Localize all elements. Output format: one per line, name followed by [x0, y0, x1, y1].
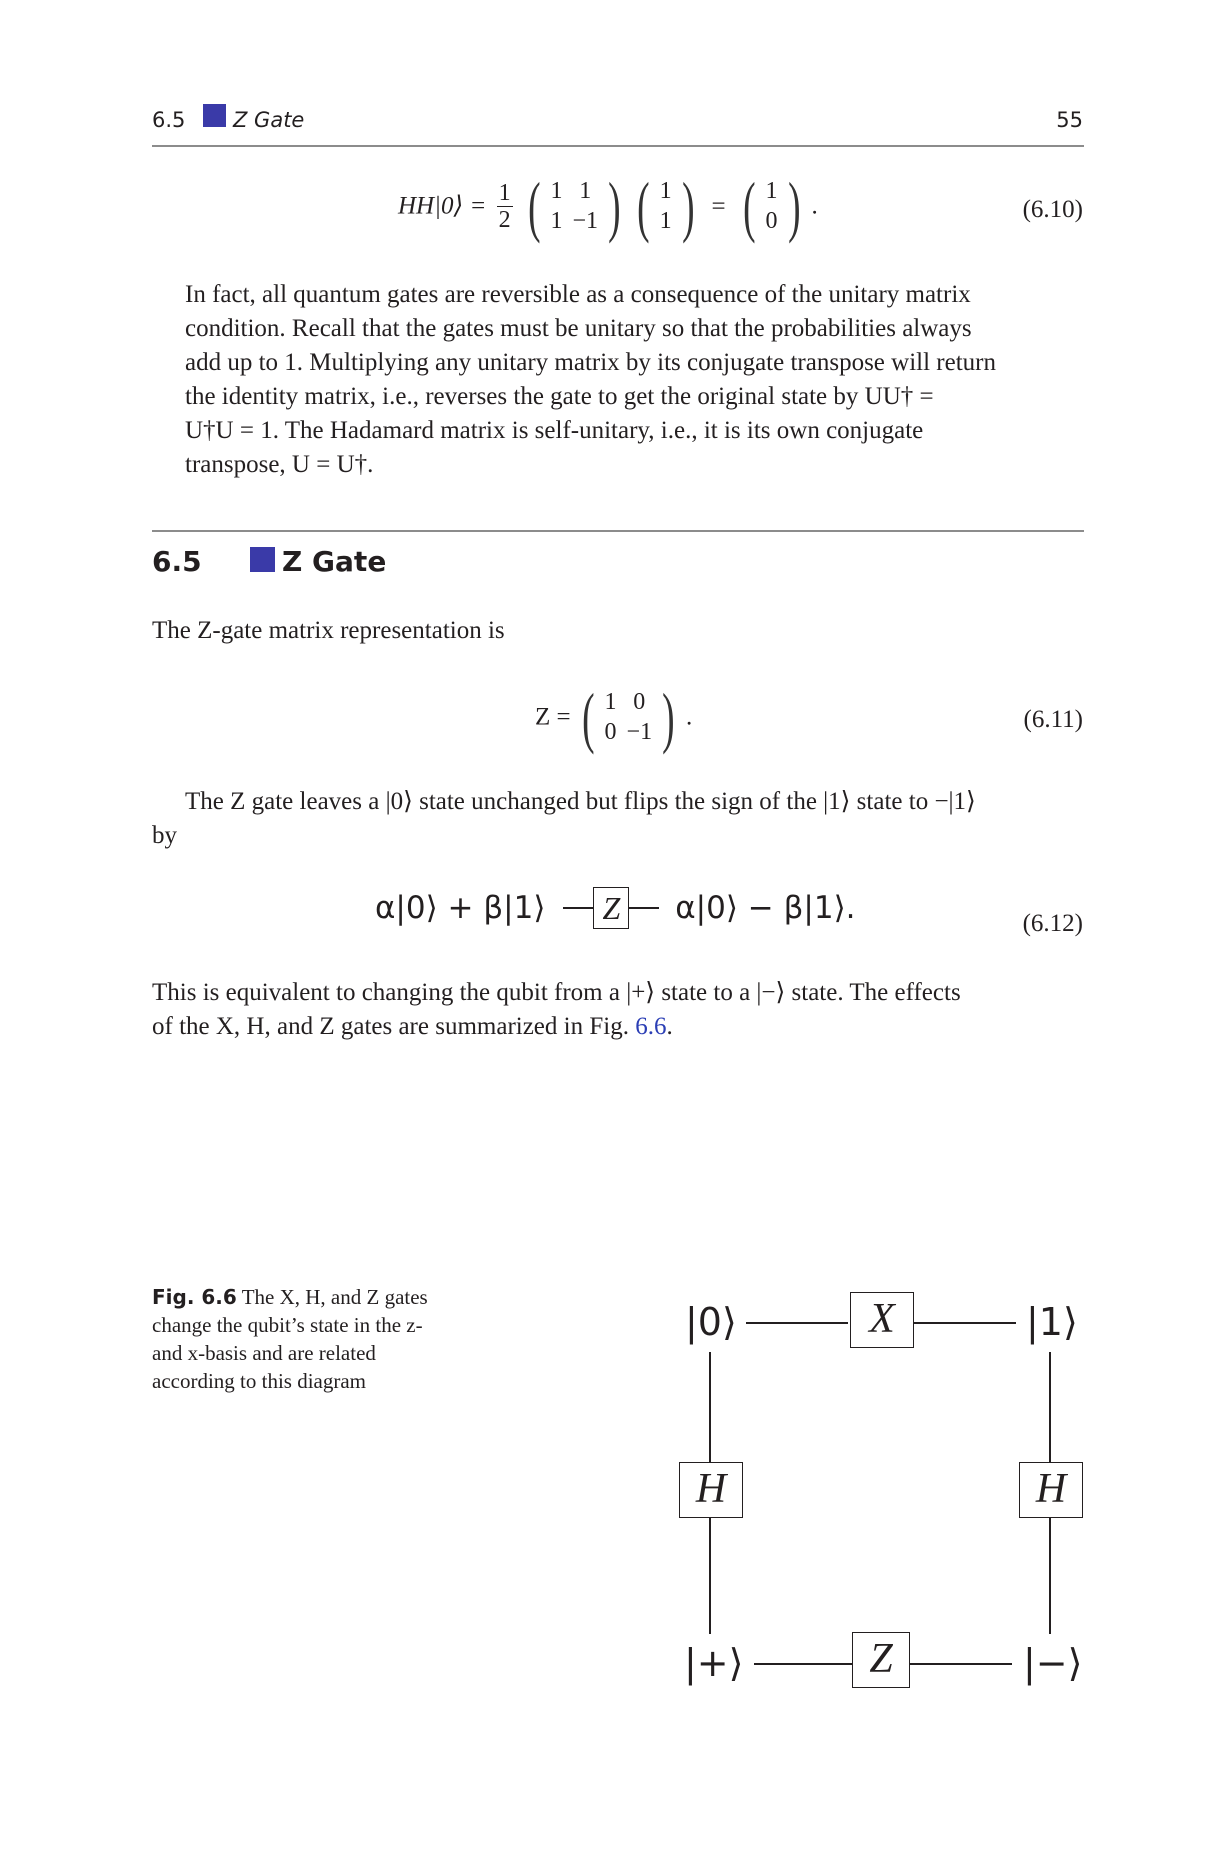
text-line: transpose, U = U†.	[185, 451, 374, 478]
figure-reference-link[interactable]: 6.6	[635, 1013, 667, 1040]
x-gate-box: X	[850, 1292, 914, 1348]
z-gate-box: Z	[593, 887, 629, 929]
caption-label: Fig. 6.6	[152, 1285, 237, 1309]
equation-6-10	[398, 168, 818, 244]
section-heading-square	[250, 547, 275, 572]
equation-period: .	[685, 703, 693, 731]
paragraph-z-effect	[152, 785, 1084, 853]
diagram-line	[746, 1322, 848, 1324]
vector-cell: 0	[765, 208, 778, 234]
state-ket-plus: |+⟩	[684, 1641, 744, 1685]
caption-text: The X, H, and Z gates change the qubit’s state in the z- and x-basis and are related according to this diagram	[152, 1285, 428, 1393]
text-line: This is equivalent to changing the qubit from a |+⟩ state to a |−⟩ state. The effects	[152, 979, 961, 1006]
matrix-cell: 0	[633, 689, 646, 715]
paragraph-summary	[152, 976, 1084, 1044]
matrix-cell: 1	[550, 208, 563, 234]
equation-number-6-11: (6.11)	[1023, 706, 1083, 733]
text-line: condition. Recall that the gates must be unitary so that the probabilities always	[185, 315, 972, 342]
matrix-cell: 0	[604, 719, 617, 745]
eq-6-10-fraction	[497, 180, 513, 233]
eq-6-11-lhs: Z =	[535, 703, 571, 731]
vector-cell: 1	[659, 208, 672, 234]
section-number: 6.5	[152, 545, 202, 578]
text-line: by	[152, 822, 177, 849]
running-header-section-number: 6.5	[152, 108, 186, 132]
diagram-line	[754, 1663, 852, 1665]
section-title: Z Gate	[282, 545, 387, 578]
equation-number-6-12: (6.12)	[1022, 910, 1083, 937]
diagram-line	[1049, 1518, 1051, 1634]
circuit-wire	[629, 907, 659, 909]
equation-period: .	[811, 192, 818, 220]
running-header-title: Z Gate	[233, 108, 305, 132]
state-ket-minus: |−⟩	[1023, 1641, 1083, 1685]
diagram-line	[709, 1352, 711, 1462]
z-gate-box-diagram: Z	[852, 1632, 910, 1688]
diagram-line	[914, 1322, 1016, 1324]
text-span: .	[666, 1013, 673, 1040]
text-line: In fact, all quantum gates are reversible as a consequence of the unitary matrix	[185, 281, 971, 308]
paragraph-z-matrix-intro: The Z-gate matrix representation is	[152, 617, 505, 644]
text-line	[152, 1010, 1084, 1044]
h-gate-box-right: H	[1019, 1462, 1083, 1518]
equation-6-11	[535, 679, 693, 755]
figure-caption	[152, 1283, 437, 1395]
diagram-line	[910, 1663, 1012, 1665]
equation-number-6-10: (6.10)	[1022, 196, 1083, 223]
text-line: The Z gate leaves a |0⟩ state unchanged but flips the sign of the |1⟩ state to −|1⟩	[185, 788, 976, 815]
equation-6-12-circuit	[375, 887, 856, 929]
z-matrix: ( 1 0 0 −1 )	[581, 679, 675, 755]
matrix-cell: 1	[604, 689, 617, 715]
header-rule	[152, 145, 1084, 147]
matrix-cell: −1	[572, 208, 599, 234]
state-ket-0: |0⟩	[685, 1300, 737, 1344]
diagram-line	[709, 1518, 711, 1634]
eq-6-10-lhs: HH|0⟩ =	[398, 192, 487, 220]
vector-cell: 1	[765, 178, 778, 204]
gate-relation-diagram	[660, 1270, 1100, 1710]
paragraph-reversibility	[185, 278, 1084, 482]
circuit-input-state: α|0⟩ + β|1⟩	[375, 890, 546, 926]
matrix-cell: −1	[626, 719, 653, 745]
vector-1: ( 1 1 )	[637, 168, 695, 244]
fraction-denominator: 2	[498, 206, 511, 233]
section-rule	[152, 530, 1084, 532]
state-ket-1: |1⟩	[1026, 1300, 1078, 1344]
matrix-cell: 1	[579, 178, 592, 204]
equals-sign: =	[711, 192, 726, 220]
text-line: the identity matrix, i.e., reverses the gate to get the original state by UU† =	[185, 383, 934, 410]
text-span: of the X, H, and Z gates are summarized in Fig.	[152, 1013, 636, 1040]
h-gate-box-left: H	[679, 1462, 743, 1518]
circuit-output-state: α|0⟩ − β|1⟩.	[675, 890, 856, 926]
text-line: U†U = 1. The Hadamard matrix is self-unitary, i.e., it is its own conjugate	[185, 417, 924, 444]
fraction-numerator: 1	[498, 179, 511, 206]
circuit-wire	[563, 907, 593, 909]
diagram-line	[1049, 1352, 1051, 1462]
page-number: 55	[1056, 108, 1083, 132]
hadamard-matrix: ( 1 1 1 −1 )	[527, 168, 621, 244]
vector-cell: 1	[659, 178, 672, 204]
matrix-cell: 1	[550, 178, 563, 204]
section-marker-square	[203, 104, 226, 127]
vector-2: ( 1 0 )	[742, 168, 801, 244]
text-line: add up to 1. Multiplying any unitary matrix by its conjugate transpose will return	[185, 349, 996, 376]
